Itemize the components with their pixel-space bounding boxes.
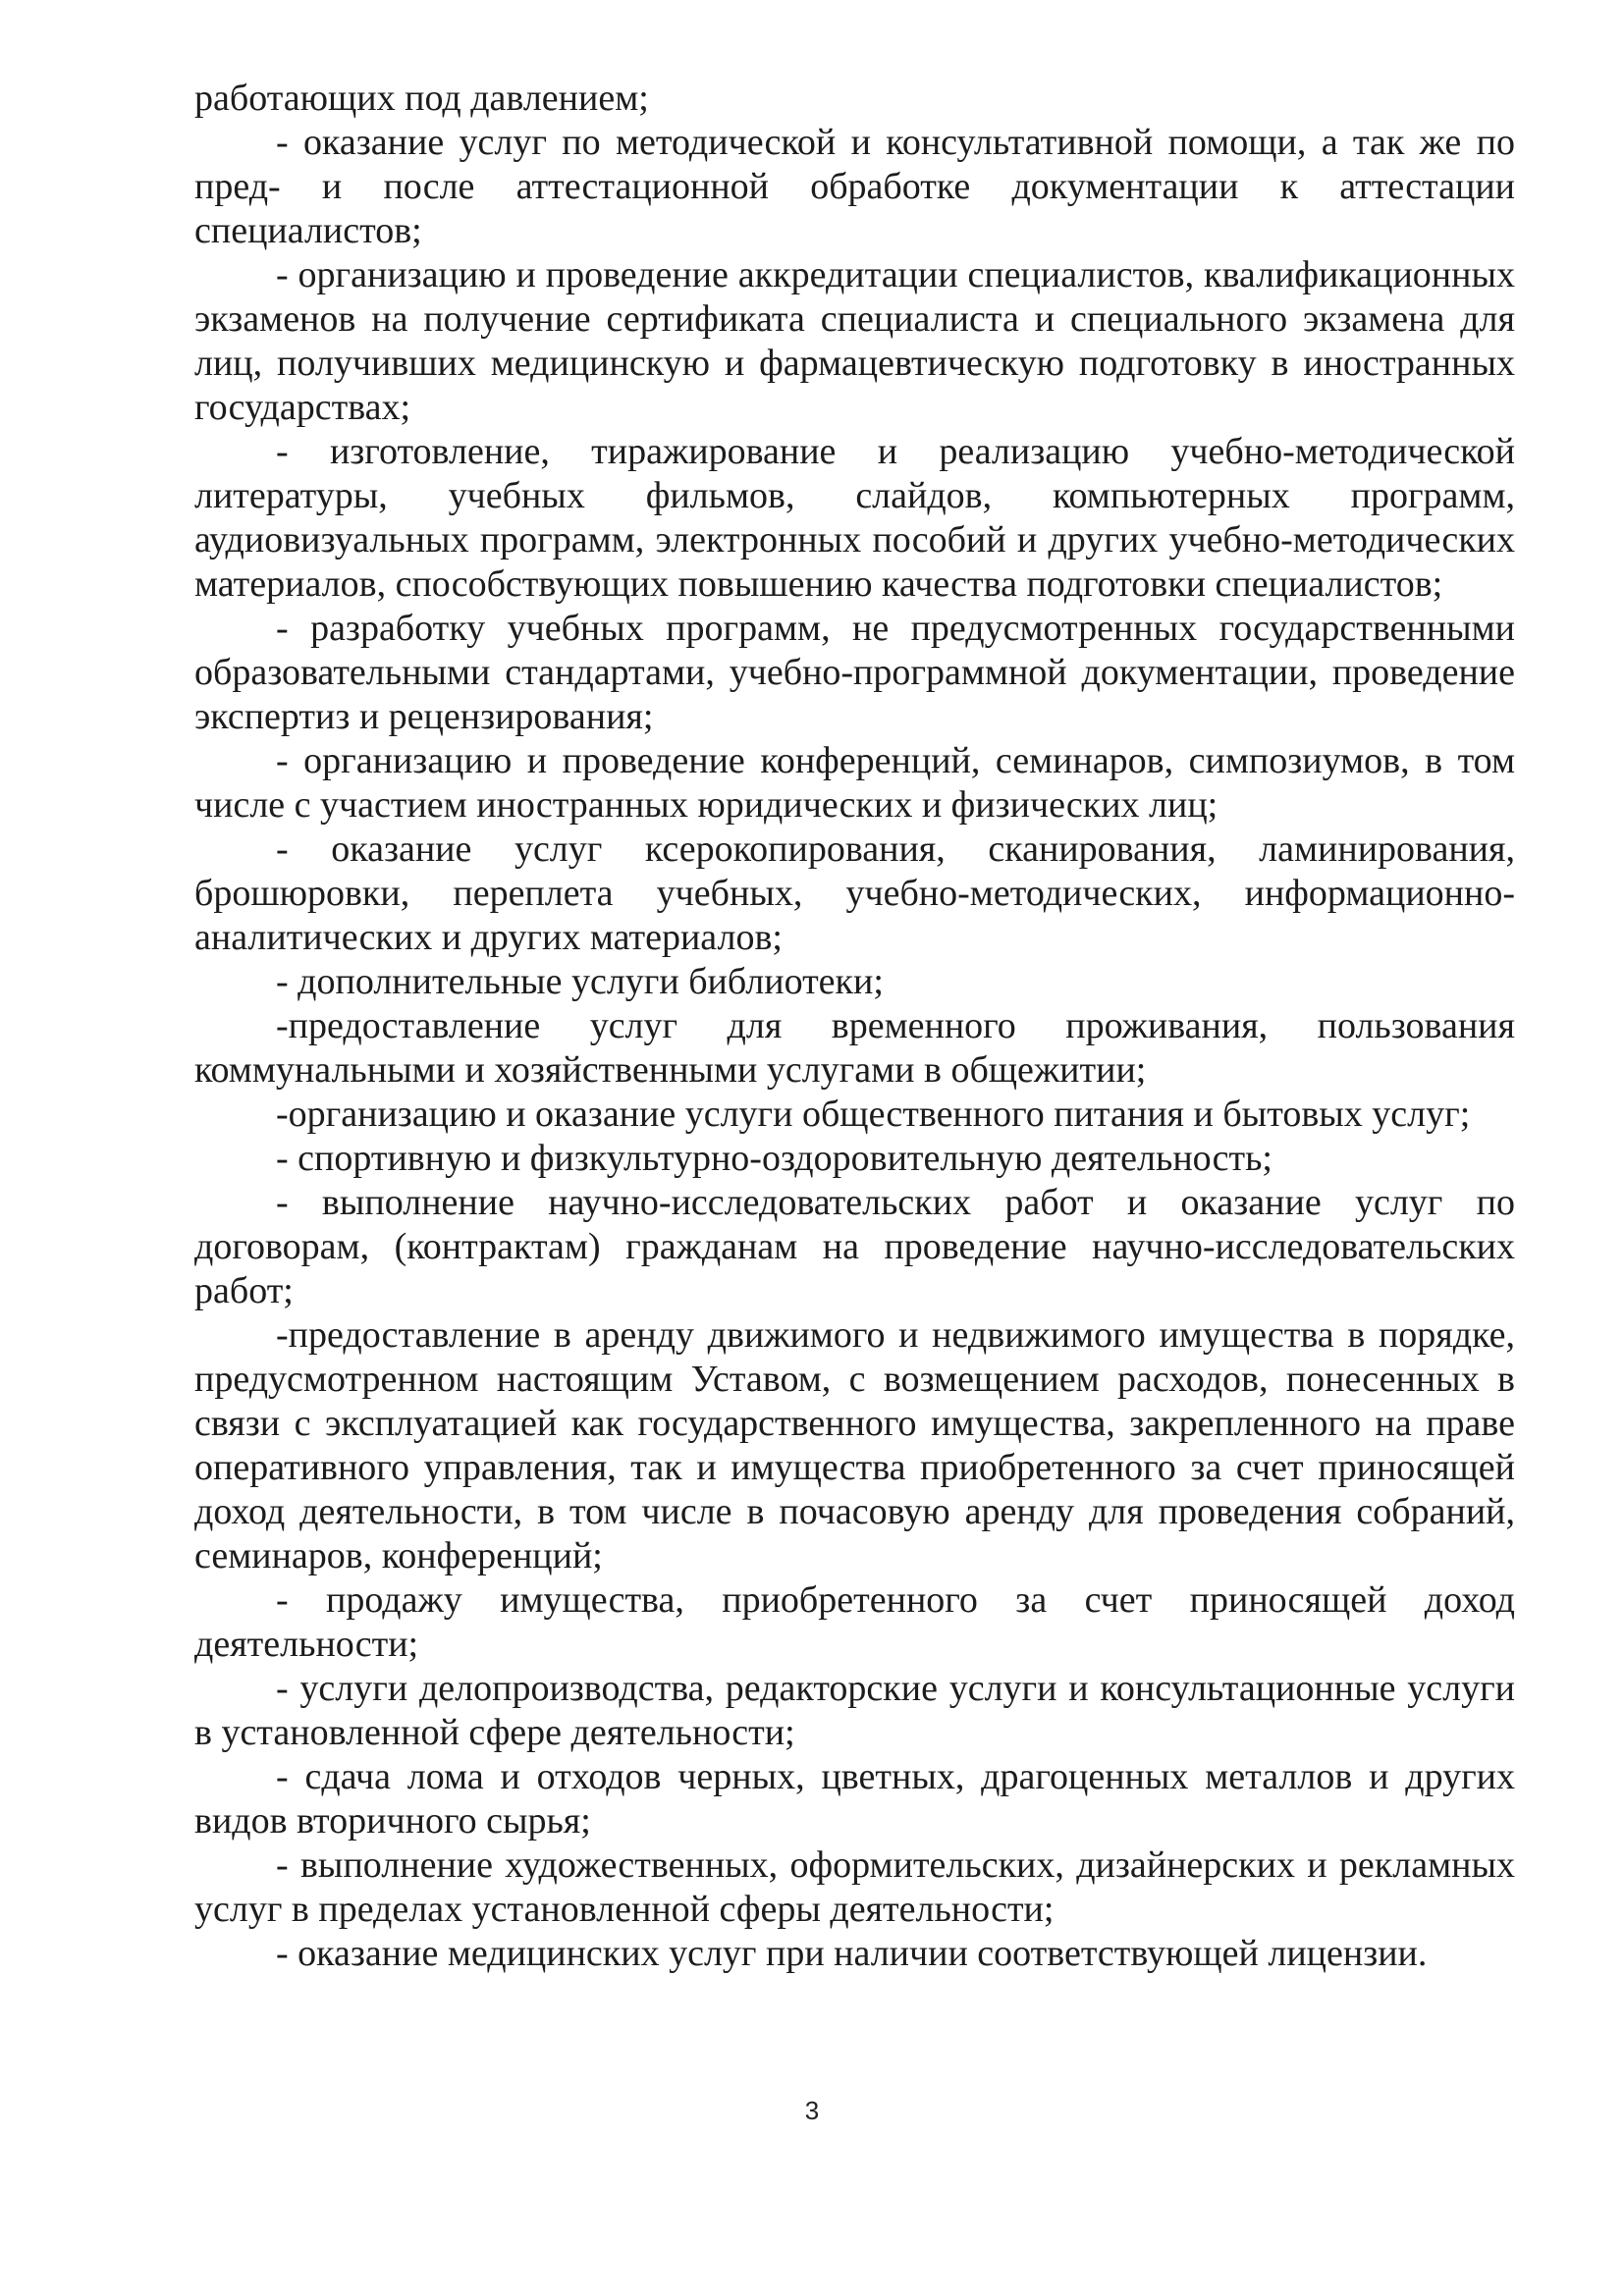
list-item: - услуги делопроизводства, редакторские услуги и консультационные услуги в установленной сфере деятельности; <box>194 1668 1515 1753</box>
document-page <box>194 77 1515 1976</box>
paragraph: работающих под давлением; <box>194 78 649 119</box>
list-item: - сдача лома и отходов черных, цветных, драгоценных металлов и других видов вторичного сырья; <box>194 1756 1515 1842</box>
list-item: - разработку учебных программ, не предусмотренных государственными образовательными стандартами, учебно-программной документации, проведение экспертиз и рецензирования; <box>194 608 1515 737</box>
page-number: 3 <box>804 2096 820 2125</box>
list-item: - дополнительные услуги библиотеки; <box>276 961 884 1002</box>
list-item: - выполнение художественных, оформительских, дизайнерских и рекламных услуг в пределах установленной сферы деятельности; <box>194 1844 1515 1930</box>
list-item: - организацию и проведение аккредитации специалистов, квалификационных экзаменов на получение сертификата специалиста и специального экзамена для лиц, получивших медицинскую и фармацевтическую подготовку в иностранных государствах; <box>194 254 1515 428</box>
list-item: - оказание услуг по методической и консультативной помощи, а так же по пред- и после аттестационной обработке документации к аттестации специалистов; <box>194 122 1515 251</box>
list-item: - спортивную и физкультурно-оздоровительную деятельность; <box>276 1138 1272 1179</box>
list-item: -предоставление в аренду движимого и недвижимого имущества в порядке, предусмотренном настоящим Уставом, с возмещением расходов, понесенных в связи с эксплуатацией как государственного имущества, закрепленного на праве оперативного управления, так и имущества приобретенного за счет приносящей доход деятельности, в том числе в почасовую аренду для проведения собраний, семинаров, конференций; <box>194 1314 1515 1576</box>
list-item: -предоставление услуг для временного проживания, пользования коммунальными и хозяйственными услугами в общежитии; <box>194 1005 1515 1091</box>
list-item: - выполнение научно-исследовательских работ и оказание услуг по договорам, (контрактам) гражданам на проведение научно-исследовательских работ; <box>194 1182 1515 1311</box>
list-item: - продажу имущества, приобретенного за счет приносящей доход деятельности; <box>194 1579 1515 1665</box>
list-item: -организацию и оказание услуги общественного питания и бытовых услуг; <box>276 1094 1471 1135</box>
list-item: - оказание услуг ксерокопирования, сканирования, ламинирования, брошюровки, переплета учебных, учебно-методических, информационно-аналитических и других материалов; <box>194 828 1515 958</box>
list-item: - организацию и проведение конференций, семинаров, симпозиумов, в том числе с участием иностранных юридических и физических лиц; <box>194 740 1515 826</box>
list-item: - изготовление, тиражирование и реализацию учебно-методической литературы, учебных фильмов, слайдов, компьютерных программ, аудиовизуальных программ, электронных пособий и других учебно-методических материалов, способствующих повышению качества подготовки специалистов; <box>194 431 1515 605</box>
list-item: - оказание медицинских услуг при наличии соответствующей лицензии. <box>276 1933 1428 1974</box>
